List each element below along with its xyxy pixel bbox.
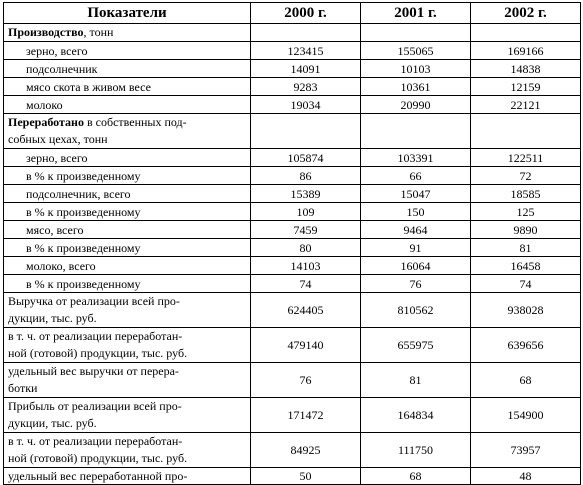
value-cell-2000: 15389 xyxy=(251,185,361,203)
empty-cell xyxy=(471,24,581,42)
row-label xyxy=(4,293,251,328)
row-label: подсолнечник xyxy=(4,60,251,78)
empty-cell xyxy=(251,24,361,42)
header-year-2002: 2002 г. xyxy=(471,3,581,24)
row-label xyxy=(4,363,251,398)
row-label-line1: Выручка от реализации всей про- xyxy=(8,294,180,308)
table-row xyxy=(4,468,581,485)
row-label-line2: ботки xyxy=(8,381,38,395)
row-label: молоко, всего xyxy=(4,257,251,275)
table-row xyxy=(4,257,581,275)
value-cell-2002: 125 xyxy=(471,203,581,221)
row-label: зерно, всего xyxy=(4,42,251,60)
table-row xyxy=(4,114,581,149)
row-label: молоко xyxy=(4,96,251,114)
value-cell-2000: 80 xyxy=(251,239,361,257)
value-cell-2001: 810562 xyxy=(361,293,471,328)
header-year-2000: 2000 г. xyxy=(251,3,361,24)
value-cell-2002: 74 xyxy=(471,275,581,293)
value-cell-2001: 16064 xyxy=(361,257,471,275)
row-label xyxy=(4,24,251,42)
table-row xyxy=(4,60,581,78)
table-row xyxy=(4,398,581,433)
value-cell-2001: 91 xyxy=(361,239,471,257)
value-cell-2000: 105874 xyxy=(251,149,361,167)
row-label xyxy=(4,398,251,433)
value-cell-2001: 111750 xyxy=(361,433,471,468)
row-label: в % к произведенному xyxy=(4,167,251,185)
value-cell-2002: 122511 xyxy=(471,149,581,167)
row-label-line2: дукции, тыс. руб. xyxy=(8,416,97,430)
value-cell-2002: 68 xyxy=(471,363,581,398)
value-cell-2000: 76 xyxy=(251,363,361,398)
table-row xyxy=(4,24,581,42)
table-row xyxy=(4,167,581,185)
value-cell-2000: 9283 xyxy=(251,78,361,96)
empty-cell xyxy=(251,114,361,149)
row-label: в % к произведенному xyxy=(4,275,251,293)
table-row xyxy=(4,203,581,221)
table-body xyxy=(4,24,581,485)
row-label: в % к произведенному xyxy=(4,203,251,221)
value-cell-2000: 14103 xyxy=(251,257,361,275)
row-label-line2: ной (готовой) продукции, тыс. руб. xyxy=(8,346,188,360)
table-row xyxy=(4,42,581,60)
row-label-line1: Прибыль от реализации всей про- xyxy=(8,399,182,413)
value-cell-2000: 624405 xyxy=(251,293,361,328)
section-title: Переработано xyxy=(8,115,84,129)
table-row xyxy=(4,149,581,167)
value-cell-2002: 48 xyxy=(471,468,581,485)
value-cell-2000: 84925 xyxy=(251,433,361,468)
value-cell-2000: 123415 xyxy=(251,42,361,60)
header-indicators: Показатели xyxy=(4,3,251,24)
value-cell-2001: 20990 xyxy=(361,96,471,114)
value-cell-2002: 9890 xyxy=(471,221,581,239)
table-row xyxy=(4,433,581,468)
value-cell-2002: 12159 xyxy=(471,78,581,96)
header-year-2001: 2001 г. xyxy=(361,3,471,24)
row-label: мясо, всего xyxy=(4,221,251,239)
data-table xyxy=(3,2,581,485)
row-label: зерно, всего xyxy=(4,149,251,167)
empty-cell xyxy=(361,24,471,42)
value-cell-2001: 10103 xyxy=(361,60,471,78)
row-label-line1: удельный вес выручки от перера- xyxy=(8,364,179,378)
value-cell-2001: 66 xyxy=(361,167,471,185)
table-row xyxy=(4,221,581,239)
value-cell-2002: 14838 xyxy=(471,60,581,78)
table-row xyxy=(4,275,581,293)
table-row xyxy=(4,363,581,398)
value-cell-2002: 16458 xyxy=(471,257,581,275)
row-label-line2: дукции, тыс. руб. xyxy=(8,311,97,325)
table-row xyxy=(4,96,581,114)
value-cell-2000: 74 xyxy=(251,275,361,293)
row-label: удельный вес переработанной про- xyxy=(4,468,251,485)
value-cell-2001: 10361 xyxy=(361,78,471,96)
row-label-line1: в т. ч. от реализации переработан- xyxy=(8,434,183,448)
value-cell-2000: 86 xyxy=(251,167,361,185)
value-cell-2001: 103391 xyxy=(361,149,471,167)
table-row xyxy=(4,328,581,363)
value-cell-2001: 164834 xyxy=(361,398,471,433)
value-cell-2000: 109 xyxy=(251,203,361,221)
value-cell-2000: 7459 xyxy=(251,221,361,239)
value-cell-2001: 655975 xyxy=(361,328,471,363)
value-cell-2000: 171472 xyxy=(251,398,361,433)
value-cell-2001: 76 xyxy=(361,275,471,293)
row-label-line2: ной (готовой) продукции, тыс. руб. xyxy=(8,451,188,465)
value-cell-2001: 155065 xyxy=(361,42,471,60)
value-cell-2002: 639656 xyxy=(471,328,581,363)
value-cell-2002: 18585 xyxy=(471,185,581,203)
value-cell-2002: 938028 xyxy=(471,293,581,328)
row-label xyxy=(4,114,251,149)
row-label xyxy=(4,328,251,363)
row-label-line1: в т. ч. от реализации переработан- xyxy=(8,329,183,343)
value-cell-2000: 19034 xyxy=(251,96,361,114)
table-row xyxy=(4,185,581,203)
value-cell-2002: 22121 xyxy=(471,96,581,114)
value-cell-2001: 9464 xyxy=(361,221,471,239)
table-row xyxy=(4,78,581,96)
table-row xyxy=(4,239,581,257)
row-label: подсолнечник, всего xyxy=(4,185,251,203)
section-subtitle: в собственных под- xyxy=(83,115,187,129)
value-cell-2001: 150 xyxy=(361,203,471,221)
table-row xyxy=(4,293,581,328)
row-label xyxy=(4,433,251,468)
row-label: в % к произведенному xyxy=(4,239,251,257)
value-cell-2002: 81 xyxy=(471,239,581,257)
value-cell-2002: 169166 xyxy=(471,42,581,60)
empty-cell xyxy=(361,114,471,149)
value-cell-2001: 15047 xyxy=(361,185,471,203)
value-cell-2000: 50 xyxy=(251,468,361,485)
section-title: Производство xyxy=(8,25,84,39)
value-cell-2000: 14091 xyxy=(251,60,361,78)
empty-cell xyxy=(471,114,581,149)
value-cell-2002: 72 xyxy=(471,167,581,185)
value-cell-2001: 68 xyxy=(361,468,471,485)
value-cell-2002: 154900 xyxy=(471,398,581,433)
header-row xyxy=(4,3,581,24)
section-subtitle-line2: собных цехах, тонн xyxy=(8,132,108,146)
row-label: мясо скота в живом весе xyxy=(4,78,251,96)
section-subtitle: , тонн xyxy=(83,25,114,39)
value-cell-2001: 81 xyxy=(361,363,471,398)
value-cell-2000: 479140 xyxy=(251,328,361,363)
value-cell-2002: 73957 xyxy=(471,433,581,468)
